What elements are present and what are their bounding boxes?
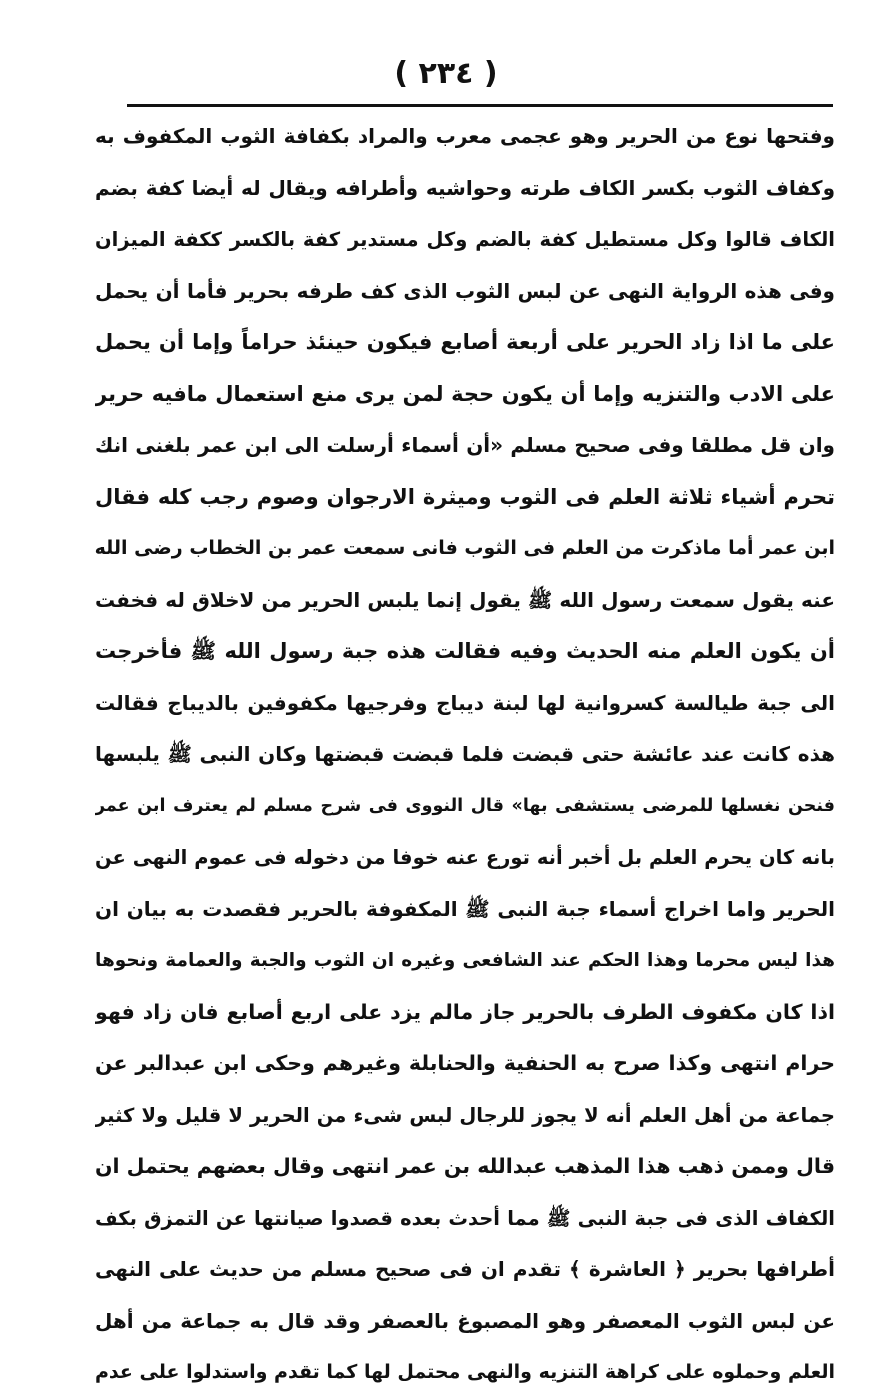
text-line: قال وممن ذهب هذا المذهب عبدالله بن عمر انتهى وقال بعضهم يحتمل ان	[95, 1154, 835, 1178]
text-line: ابن عمر أما ماذكرت من العلم فى الثوب فانى سمعت عمر بن الخطاب رضى الله	[95, 537, 835, 559]
text-line: وفى هذه الرواية النهى عن لبس الثوب الذى كف طرفه بحرير فأما أن يحمل	[95, 278, 835, 303]
text-line: الكفاف الذى فى جبة النبى ﷺ مما أحدث بعده قصدوا صيانتها عن التمزق بكف	[95, 1206, 835, 1230]
text-line: هذا ليس محرما وهذا الحكم عند الشافعى وغيره ان الثوب والجبة والعمامة ونحوها	[95, 950, 835, 971]
text-line: وكفاف الثوب بكسر الكاف طرته وحواشيه وأطرافه ويقال له أيضا كفة بضم	[95, 175, 835, 200]
text-line: جماعة من أهل العلم أنه لا يجوز للرجال لبس شىء من الحرير لا قليل ولا كثير	[95, 1103, 835, 1127]
text-line: وان قل مطلقا وفى صحيح مسلم «أن أسماء أرسلت الى ابن عمر بلغنى انك	[95, 433, 835, 457]
text-line: أطرافها بحرير ﴿ العاشرة ﴾ تقدم ان فى صحيح مسلم من حديث على النهى	[95, 1257, 835, 1281]
text-line: الكاف قالوا وكل مستطيل كفة بالضم وكل مستدير كفة بالكسر ككفة الميزان	[95, 228, 835, 251]
text-line: بانه كان يحرم العلم بل أخبر أنه تورع عنه خوفا من دخوله فى عموم النهى عن	[95, 846, 835, 869]
page-number: ( ٢٣٤ )	[394, 56, 498, 91]
text-line: عن لبس الثوب المعصفر وهو المصبوغ بالعصفر وقد قال به جماعة من أهل	[95, 1308, 835, 1333]
text-line: الحرير واما اخراج أسماء جبة النبى ﷺ المكفوفة بالحرير فقصدت به بيان ان	[95, 896, 835, 921]
text-line: هذه كانت عند عائشة حتى قبضت فلما قبضت قبضتها وكان النبى ﷺ يلبسها	[95, 742, 835, 766]
text-line: تحرم أشياء ثلاثة العلم فى الثوب وميثرة الارجوان وصوم رجب كله فقال	[95, 484, 835, 509]
text-line: على ما اذا زاد الحرير على أربعة أصابع فيكون حينئذ حراماً وإما أن يحمل	[95, 330, 835, 354]
text-line: عنه يقول سمعت رسول الله ﷺ يقول إنما يلبس الحرير من لاخلاق له فخفت	[95, 587, 835, 612]
header-rule	[127, 104, 833, 107]
text-line: فنحن نغسلها للمرضى يستشفى بها» قال النووى فى شرح مسلم لم يعترف ابن عمر	[95, 795, 835, 816]
text-line: وفتحها نوع من الحرير وهو عجمى معرب والمراد بكفافة الثوب المكفوف به	[95, 124, 835, 148]
body-text	[95, 111, 835, 1399]
text-line: على الادب والتنزيه وإما أن يكون حجة لمن يرى منع استعمال مافيه حرير	[95, 381, 835, 406]
text-line: الى جبة طيالسة كسروانية لها لبنة ديباج وفرجيها مكفوفين بالديباج فقالت	[95, 690, 835, 715]
text-line: اذا كان مكفوف الطرف بالحرير جاز مالم يزد على اربع أصابع فان زاد فهو	[95, 999, 835, 1024]
text-line: أن يكون العلم منه الحديث وفيه فقالت هذه جبة رسول الله ﷺ فأخرجت	[95, 639, 835, 663]
text-line: العلم وحملوه على كراهة التنزيه والنهى محتمل لها كما تقدم واستدلوا على عدم	[95, 1361, 835, 1383]
text-line: حرام انتهى وكذا صرح به الحنفية والحنابلة وغيرهم وحكى ابن عبدالبر عن	[95, 1051, 835, 1075]
